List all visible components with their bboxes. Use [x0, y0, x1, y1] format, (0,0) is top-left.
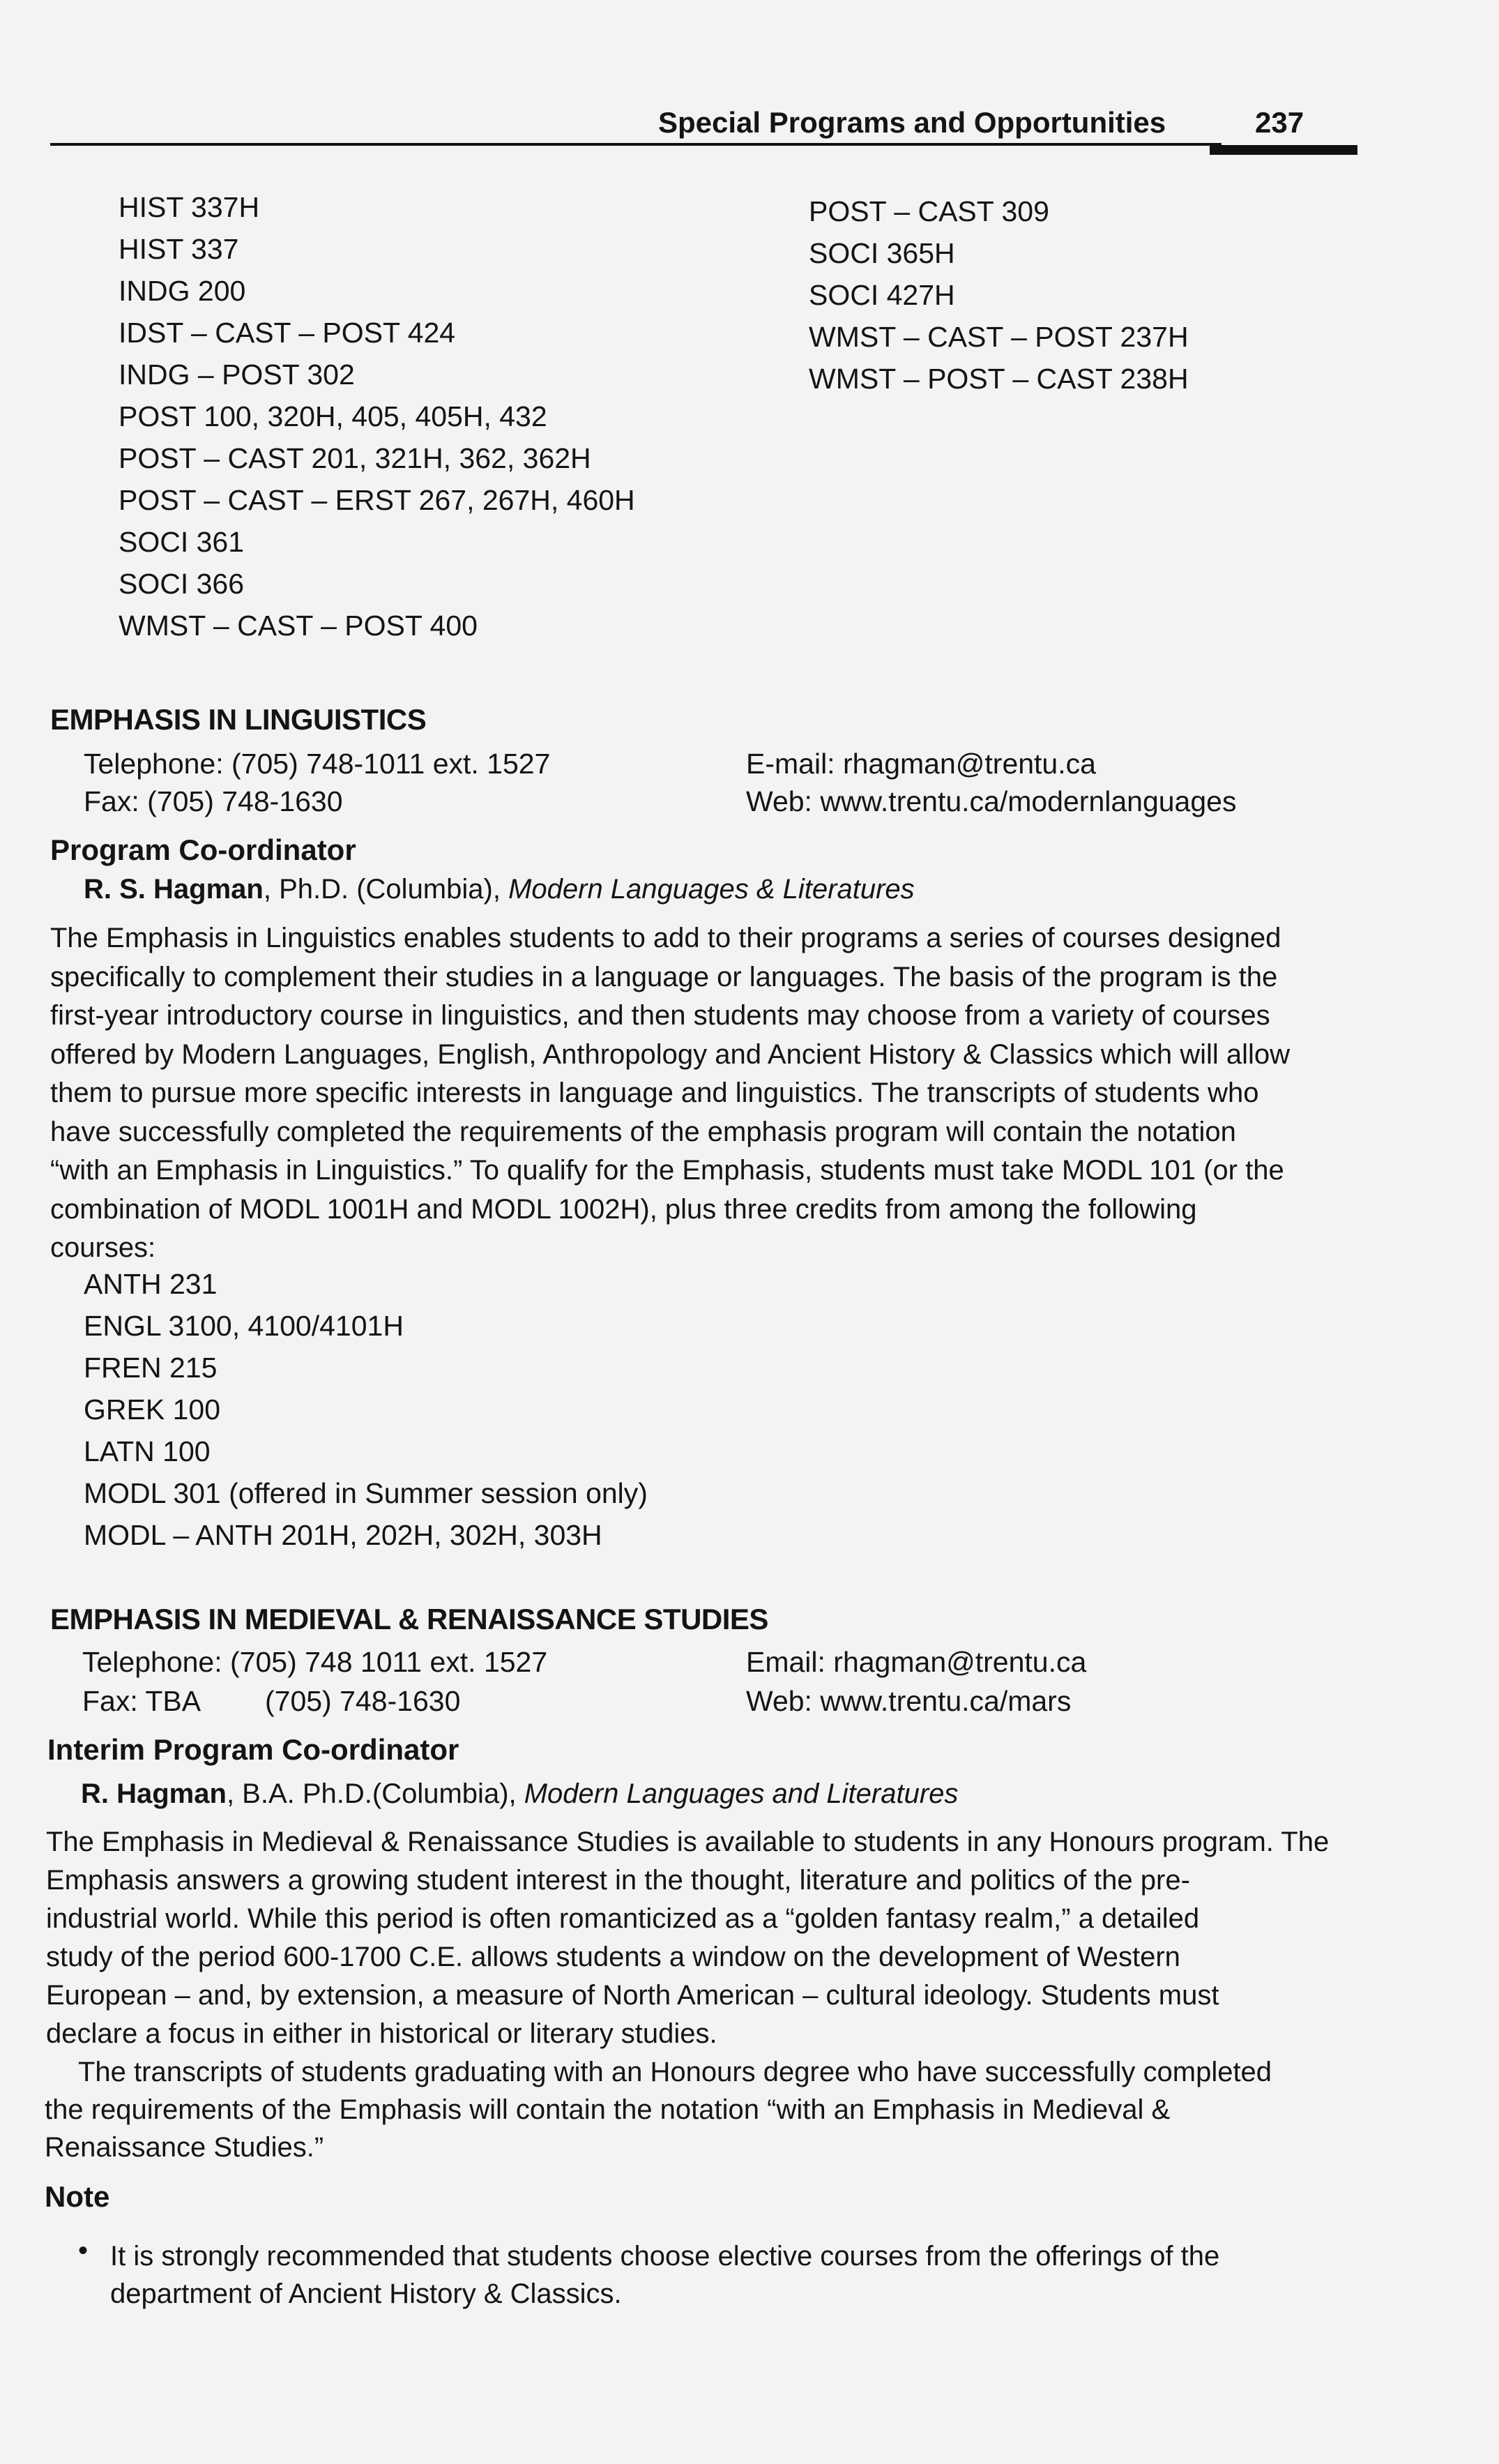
paragraph-line: industrial world. While this period is often romanticized as a “golden fantasy realm,” a detailed [46, 1903, 1200, 1934]
medieval-email: Email: rhagman@trentu.ca [746, 1646, 1087, 1678]
course-list-item: WMST – CAST – POST 400 [119, 610, 478, 642]
paragraph-line: have successfully completed the requirements of the emphasis program will contain the notation [50, 1116, 1236, 1147]
section-heading-medieval: EMPHASIS IN MEDIEVAL & RENAISSANCE STUDIES [50, 1603, 768, 1635]
course-list-item: WMST – CAST – POST 237H [809, 321, 1189, 353]
course-list-item: SOCI 366 [119, 568, 245, 600]
course-list-item: LATN 100 [84, 1435, 211, 1467]
course-list-item: FREN 215 [84, 1352, 218, 1384]
paragraph-line: “with an Emphasis in Linguistics.” To qualify for the Emphasis, students must take MODL 101 (or the [50, 1155, 1284, 1186]
header-bar [1210, 145, 1357, 155]
linguistics-coordinator [84, 874, 915, 905]
course-list-item: SOCI 361 [119, 526, 245, 558]
coordinator-name: R. Hagman [81, 1778, 227, 1809]
course-list-item: ENGL 3100, 4100/4101H [84, 1310, 404, 1342]
note-item-line: It is strongly recommended that students choose elective courses from the offerings of the [110, 2241, 1220, 2272]
coordinator-degree: , Ph.D. (Columbia), [263, 874, 509, 905]
paragraph-line: study of the period 600-1700 C.E. allows students a window on the development of Western [46, 1942, 1180, 1972]
linguistics-fax: Fax: (705) 748-1630 [84, 785, 343, 817]
medieval-web: Web: www.trentu.ca/mars [746, 1685, 1072, 1717]
coordinator-department: Modern Languages and Literatures [524, 1778, 959, 1809]
medieval-fax-label: Fax: TBA [82, 1685, 201, 1717]
page-number: 237 [1255, 106, 1304, 139]
paragraph-line: Renaissance Studies.” [45, 2132, 324, 2163]
paragraph-line: specifically to complement their studies in a language or languages. The basis of the program is the [50, 961, 1278, 992]
coordinator-department: Modern Languages & Literatures [508, 874, 915, 905]
paragraph-line: courses: [50, 1232, 156, 1263]
linguistics-telephone: Telephone: (705) 748-1011 ext. 1527 [84, 748, 551, 780]
course-list-item: INDG – POST 302 [119, 358, 355, 391]
medieval-coordinator-heading: Interim Program Co-ordinator [47, 1733, 459, 1766]
course-list-item: INDG 200 [119, 275, 246, 307]
paragraph-line: first-year introductory course in linguistics, and then students may choose from a variety of courses [50, 1000, 1270, 1031]
paragraph-line: Emphasis answers a growing student interest in the thought, literature and politics of the pre- [46, 1865, 1190, 1896]
paragraph-line: declare a focus in either in historical or literary studies. [46, 2018, 717, 2049]
paragraph-line: them to pursue more specific interests in language and linguistics. The transcripts of students who [50, 1078, 1259, 1108]
paragraph-line: offered by Modern Languages, English, Anthropology and Ancient History & Classics which will allow [50, 1038, 1291, 1070]
linguistics-coordinator-heading: Program Co-ordinator [50, 833, 356, 866]
paragraph-line: European – and, by extension, a measure of North American – cultural ideology. Students must [46, 1980, 1219, 2011]
linguistics-web: Web: www.trentu.ca/modernlanguages [746, 785, 1237, 817]
course-list-item: ANTH 231 [84, 1268, 218, 1300]
medieval-coordinator [81, 1778, 958, 1810]
bullet-icon: • [78, 2235, 89, 2266]
course-list-item: POST 100, 320H, 405, 405H, 432 [119, 400, 547, 432]
running-header-title: Special Programs and Opportunities [658, 106, 1166, 139]
paragraph-line: The Emphasis in Medieval & Renaissance Studies is available to students in any Honours program. The [46, 1827, 1330, 1857]
medieval-telephone: Telephone: (705) 748 1011 ext. 1527 [82, 1646, 548, 1678]
course-list-item: HIST 337 [119, 233, 239, 265]
medieval-fax-number: (705) 748-1630 [265, 1685, 461, 1717]
header-rule [50, 143, 1222, 146]
coordinator-degree: , B.A. Ph.D.(Columbia), [226, 1778, 524, 1809]
paragraph-line: The transcripts of students graduating with an Honours degree who have successfully completed [78, 2057, 1272, 2087]
note-item-line: department of Ancient History & Classics. [110, 2278, 622, 2309]
course-list-item: SOCI 427H [809, 279, 955, 311]
course-list-item: POST – CAST – ERST 267, 267H, 460H [119, 484, 635, 516]
paragraph-line: the requirements of the Emphasis will contain the notation “with an Emphasis in Medieval & [45, 2094, 1171, 2125]
course-list-item: GREK 100 [84, 1393, 220, 1426]
course-list-item: IDST – CAST – POST 424 [119, 317, 456, 349]
course-list-item: POST – CAST 201, 321H, 362, 362H [119, 442, 591, 474]
paragraph-line: The Emphasis in Linguistics enables students to add to their programs a series of courses designed [50, 923, 1281, 953]
linguistics-email: E-mail: rhagman@trentu.ca [746, 748, 1096, 780]
note-heading: Note [45, 2180, 110, 2213]
paragraph-line: combination of MODL 1001H and MODL 1002H), plus three credits from among the following [50, 1193, 1197, 1225]
coordinator-name: R. S. Hagman [84, 874, 264, 905]
course-list-item: HIST 337H [119, 191, 260, 223]
course-list-item: MODL 301 (offered in Summer session only) [84, 1477, 648, 1509]
course-list-item: SOCI 365H [809, 237, 955, 269]
course-list-item: MODL – ANTH 201H, 202H, 302H, 303H [84, 1519, 602, 1551]
section-heading-linguistics: EMPHASIS IN LINGUISTICS [50, 703, 427, 736]
course-list-item: WMST – POST – CAST 238H [809, 363, 1189, 395]
course-list-item: POST – CAST 309 [809, 195, 1049, 227]
